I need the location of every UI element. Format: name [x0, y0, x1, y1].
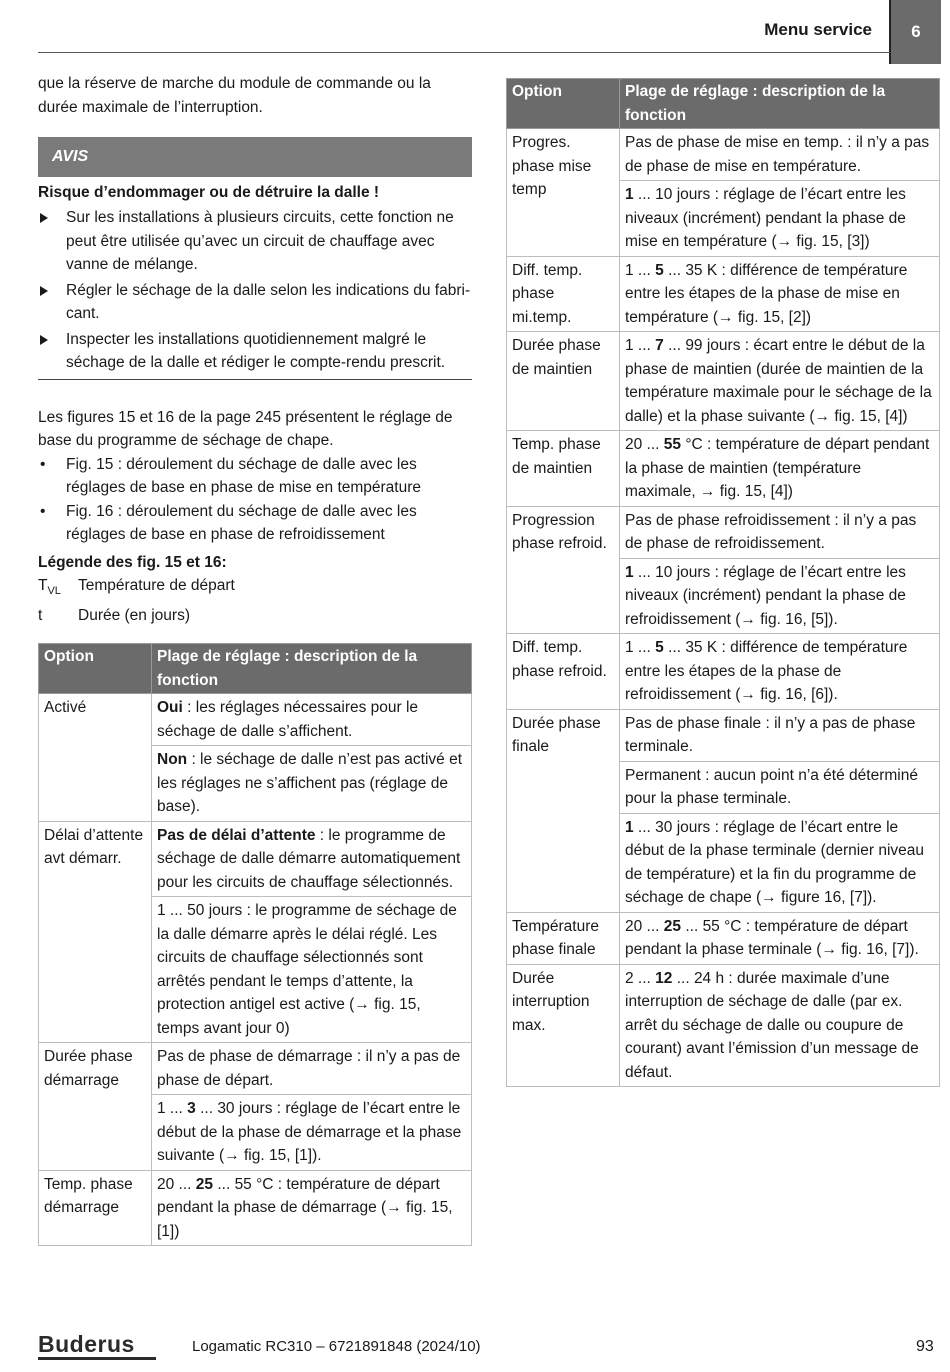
description-text: Pas de phase de mise en temp. : il n’y a pas de phase de mise en température. — [625, 134, 930, 175]
table-row — [507, 709, 940, 761]
notice-action-item: Sur les installations à plusieurs circuits, cette fonction ne peut être utilisée qu’avec un circuit de chauffage avec vanne de mélange. — [38, 206, 472, 277]
notice-action-item: Inspecter les installations quotidiennement malgré le séchage de la dalle et rédiger le compte-rendu prescrit. — [38, 328, 472, 375]
default-value: Non — [157, 751, 188, 769]
description-text: ... 10 jours : réglage de l’écart entre les niveaux (incrément) pendant la phase de refroidissement (→ fig. 16, [5]). — [625, 563, 906, 628]
table-row — [507, 964, 940, 1087]
description-text: ... 35 K : différence de température entre les étapes de la phase de mise en température (→ fig. 15, [2]) — [625, 261, 908, 326]
description-text: : le séchage de dalle n’est pas activé et les réglages ne s’affichent pas (réglage de base). — [157, 751, 463, 816]
brand-logo-underline — [38, 1357, 156, 1360]
default-value: 5 — [655, 261, 664, 279]
figure-list-item: • Fig. 15 : déroulement du séchage de dalle avec les réglages de base en phase de mise en température — [38, 453, 472, 500]
default-value: Pas de délai d’attente — [157, 826, 316, 844]
description-cell — [152, 821, 472, 897]
description-text: Pas de phase finale : il n’y a pas de phase terminale. — [625, 714, 916, 755]
option-cell: Durée phase de maintien — [507, 332, 620, 431]
option-cell: Délai d’attente avt démarr. — [39, 821, 152, 1043]
description-cell — [152, 1095, 472, 1171]
table-row — [507, 332, 940, 431]
option-cell: Température phase finale — [507, 912, 620, 964]
notice-label: AVIS — [52, 148, 89, 165]
table-row — [39, 694, 472, 746]
option-cell: Progression phase refroid. — [507, 506, 620, 634]
description-cell — [620, 332, 940, 431]
description-prefix: 1 ... — [625, 639, 656, 656]
description-cell — [620, 506, 940, 558]
bullet-icon: • — [40, 502, 46, 520]
description-prefix: 1 ... — [157, 1100, 188, 1118]
table-row — [39, 821, 472, 897]
page-number: 93 — [916, 1338, 934, 1355]
description-text: ... 24 h : durée maximale d’une interruption de séchage de dalle (par ex. arrêt du séchage de dalle ou coupure de courant) avant l’émission d’un message de défaut. — [625, 969, 919, 1081]
description-cell — [620, 129, 940, 181]
description-cell — [620, 813, 940, 912]
description-cell — [152, 694, 472, 746]
description-cell — [152, 1043, 472, 1095]
table-header-row — [39, 644, 472, 694]
notice-action-list — [38, 206, 472, 375]
table-row — [507, 506, 940, 558]
option-cell: Durée phase démarrage — [39, 1043, 152, 1171]
option-cell: Temp. phase de maintien — [507, 431, 620, 507]
option-cell: Diff. temp. phase refroid. — [507, 634, 620, 710]
table-row — [507, 912, 940, 964]
option-cell: Durée phase finale — [507, 709, 620, 912]
default-value: 1 — [625, 818, 634, 836]
header-description: Plage de réglage : description de la fonction — [620, 79, 940, 129]
description-cell — [152, 746, 472, 822]
table-row — [507, 129, 940, 181]
description-cell — [620, 912, 940, 964]
description-prefix: 20 ... — [625, 917, 664, 935]
right-column — [506, 78, 940, 1087]
description-cell — [620, 181, 940, 257]
description-text: ... 99 jours : écart entre le début de la phase de maintien (durée de maintien de la température maximale pour le séchage de la dalle) et la phase suivante (→ fig. 15, [4]) — [625, 337, 932, 425]
description-prefix: 1 ... — [625, 337, 656, 354]
arrow-right-icon — [40, 286, 48, 296]
default-value: 1 — [625, 186, 634, 203]
legend-item — [38, 574, 472, 604]
description-text: ... 55 °C : température de départ pendant la phase de démarrage (→ fig. 15, [1]) — [157, 1175, 453, 1240]
description-cell — [620, 558, 940, 634]
document-reference: Logamatic RC310 – 6721891848 (2024/10) — [192, 1338, 481, 1355]
description-cell — [620, 709, 940, 761]
header-rule — [38, 52, 890, 53]
legend-item — [38, 604, 472, 628]
default-value: 12 — [655, 969, 673, 987]
header-option: Option — [39, 644, 152, 694]
description-prefix: 2 ... — [625, 969, 656, 987]
table-row — [507, 256, 940, 332]
description-text: °C : température de départ pendant la phase de maintien (température maximale, → fig. 15, [4]) — [625, 436, 930, 500]
table-header-row — [507, 79, 940, 129]
default-value: 7 — [655, 337, 664, 354]
option-cell: Diff. temp. phase mi.temp. — [507, 256, 620, 332]
description-text: : le programme de séchage de dalle démarre automatiquement pour les circuits de chauffage sélectionnés. — [157, 826, 461, 891]
description-text: ... 30 jours : réglage de l’écart entre le début de la phase terminale (dernier niveau de température) et la fin du programme de séchage de chape (→ figure 16, [7]). — [625, 818, 924, 906]
table-row — [507, 431, 940, 507]
table-row — [39, 1043, 472, 1095]
left-column — [38, 72, 472, 1246]
legend-text: Température de départ — [78, 577, 235, 594]
description-prefix: 1 ... — [625, 261, 656, 279]
settings-table-right — [506, 78, 940, 1087]
description-cell — [620, 761, 940, 813]
default-value: 25 — [663, 917, 682, 935]
description-text: ... 55 °C : température de départ pendant la phase terminale (→ fig. 16, [7]). — [625, 917, 919, 958]
description-cell — [620, 431, 940, 507]
legend-title: Légende des fig. 15 et 16: — [38, 553, 227, 571]
description-text: Permanent : aucun point n’a été déterminé pour la phase terminale. — [625, 766, 918, 807]
description-cell — [620, 634, 940, 710]
default-value: 1 — [625, 563, 634, 581]
description-text: : les réglages nécessaires pour le séchage de dalle s’affichent. — [157, 699, 419, 740]
default-value: 3 — [187, 1100, 196, 1118]
description-cell — [620, 964, 940, 1087]
option-cell: Durée interruption max. — [507, 964, 620, 1087]
description-prefix: 20 ... — [157, 1175, 196, 1193]
description-cell — [152, 897, 472, 1043]
option-cell: Activé — [39, 694, 152, 822]
description-text: Pas de phase refroidissement : il n’y a pas de phase de refroidissement. — [625, 511, 917, 552]
description-text: ... 30 jours : réglage de l’écart entre le début de la phase de démarrage et la phase suivante (→ fig. 15, [1]). — [157, 1100, 462, 1165]
arrow-right-icon — [40, 335, 48, 345]
settings-table-left — [38, 643, 472, 1246]
chapter-tab: 6 — [889, 0, 941, 64]
arrow-right-icon — [40, 213, 48, 223]
option-cell: Progres. phase mise temp — [507, 129, 620, 257]
description-cell — [152, 1170, 472, 1246]
brand-logo: Buderus — [38, 1331, 135, 1357]
figure-list — [38, 453, 472, 547]
intro-paragraph: que la réserve de marche du module de commande ou la durée maximale de l’interruption. — [38, 75, 431, 116]
option-cell: Temp. phase démarrage — [39, 1170, 152, 1246]
bullet-icon: • — [40, 455, 46, 473]
default-value: Oui — [157, 699, 183, 717]
description-cell — [620, 256, 940, 332]
legend-symbol: t — [38, 606, 43, 624]
table-row — [39, 1170, 472, 1246]
notice-subtitle: Risque d’endommager ou de détruire la dalle ! — [38, 183, 380, 201]
description-text: Pas de phase de démarrage : il n’y a pas de phase de départ. — [157, 1048, 461, 1089]
default-value: 5 — [655, 639, 664, 656]
default-value: 25 — [195, 1175, 214, 1193]
legend-symbol: $T_{VL}$ — [38, 577, 61, 598]
header-description: Plage de réglage : description de la fonction — [152, 644, 472, 694]
figure-list-item: • Fig. 16 : déroulement du séchage de dalle avec les réglages de base en phase de refroidissement — [38, 500, 472, 547]
figures-paragraph: Les figures 15 et 16 de la page 245 présentent le réglage de base du programme de séchage de chape. — [38, 408, 453, 449]
notice-action-item: Régler le séchage de la dalle selon les indications du fabri-cant. — [38, 279, 472, 326]
header-option: Option — [507, 79, 620, 129]
notice-banner — [38, 137, 472, 177]
description-text: ... 10 jours : réglage de l’écart entre les niveaux (incrément) pendant la phase de mise en température (→ fig. 15, [3]) — [625, 186, 906, 250]
section-title: Menu service — [764, 20, 872, 39]
description-prefix: 20 ... — [625, 436, 664, 453]
description-text: 1 ... 50 jours : le programme de séchage de la dalle démarre après le délai réglé. Les circuits de chauffage sélectionnés sont arrêtés pendant le temps d’attente, la protection antigel est active (→ fig. 15, temps avant jour 0) — [157, 902, 457, 1037]
notice-end-rule — [38, 379, 472, 380]
table-row — [507, 634, 940, 710]
default-value: 55 — [663, 436, 682, 453]
description-text: ... 35 K : différence de température entre les étapes de la phase de refroidissement (→ fig. 16, [6]). — [625, 639, 908, 703]
legend-text: Durée (en jours) — [78, 606, 190, 624]
